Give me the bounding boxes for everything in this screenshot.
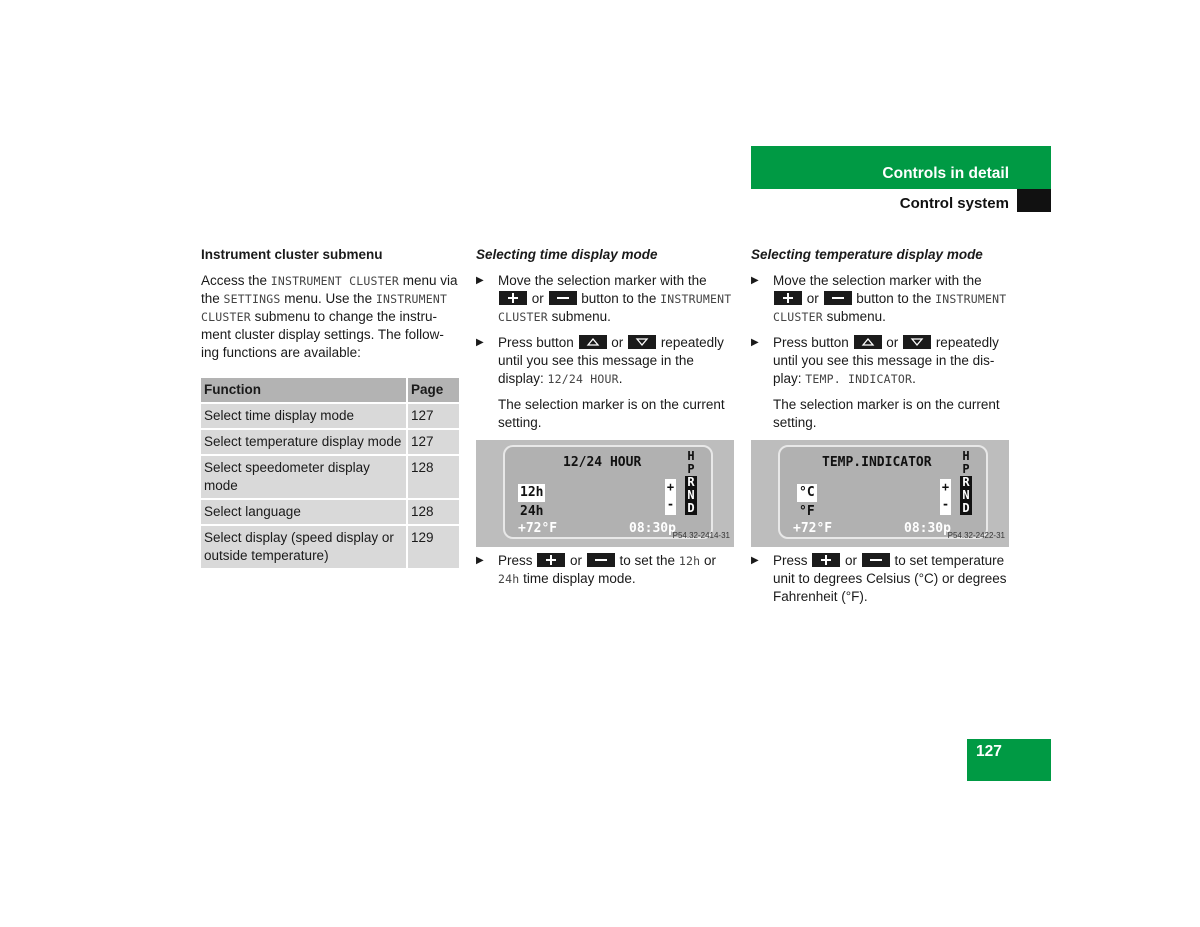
col2-step-2: ▶ Press button or repeatedly until you see this message in the display: 12/24 HOUR. xyxy=(476,335,724,386)
table-cell-page: 129 xyxy=(407,525,459,568)
column-time-display xyxy=(476,246,734,596)
bullet-arrow-icon: ▶ xyxy=(751,275,759,286)
table-cell-function: Select temperature display mode xyxy=(201,429,407,455)
plus-minus-indicator: + - xyxy=(665,479,676,515)
display-title: TEMP.INDICATOR xyxy=(822,455,932,470)
table-header-page: Page xyxy=(407,378,459,403)
gear-indicator: H P R N D xyxy=(960,450,972,515)
display-option: 24h xyxy=(520,504,544,519)
bullet-arrow-icon: ▶ xyxy=(751,555,759,566)
table-row xyxy=(201,429,459,455)
minus-button-icon xyxy=(587,553,615,567)
subsection-header xyxy=(751,189,1051,212)
plus-button-icon xyxy=(812,553,840,567)
down-button-icon xyxy=(903,335,931,349)
subsection-title: Control system xyxy=(899,195,1009,212)
display-option-selected: 12h xyxy=(520,485,544,500)
table-row xyxy=(201,403,459,429)
table-row xyxy=(201,455,459,499)
page-number-tab xyxy=(967,739,1051,781)
table-cell-page: 128 xyxy=(407,499,459,525)
minus-button-icon xyxy=(824,291,852,305)
section-title: Controls in detail xyxy=(882,165,1009,182)
section-header xyxy=(751,146,1051,189)
page-number: 127 xyxy=(976,743,1002,760)
display-outside-temp: +72°F xyxy=(518,521,558,536)
bullet-arrow-icon: ▶ xyxy=(476,337,484,348)
time-display-illustration xyxy=(476,440,734,547)
col3-step-2: ▶ Press button or repeatedly until you see this message in the dis-play: TEMP. INDICATOR. xyxy=(751,335,999,386)
col2-step-1: ▶ Move the selection marker with the or button to the INSTRUMENT CLUSTER submenu. xyxy=(476,273,732,324)
table-cell-page: 128 xyxy=(407,455,459,499)
col1-intro: Access the INSTRUMENT CLUSTER menu via the SETTINGS menu. Use the INSTRUMENT CLUSTER submenu to change the instru-ment cluster display settings. The follow-ing functions are available: xyxy=(201,273,458,360)
display-clock: 08:30p xyxy=(904,521,951,536)
figure-code: P54.32-2414-31 xyxy=(672,531,730,540)
down-button-icon xyxy=(628,335,656,349)
figure-code: P54.32-2422-31 xyxy=(947,531,1005,540)
col3-step-3: ▶ Press or to set temperature unit to degrees Celsius (°C) or degrees Fahrenheit (°F). xyxy=(751,553,1007,604)
bullet-arrow-icon: ▶ xyxy=(476,555,484,566)
col3-step-1: ▶ Move the selection marker with the or button to the INSTRUMENT CLUSTER submenu. xyxy=(751,273,1007,324)
gear-indicator: H P R N D xyxy=(685,450,697,515)
up-button-icon xyxy=(854,335,882,349)
bullet-arrow-icon: ▶ xyxy=(751,337,759,348)
up-button-icon xyxy=(579,335,607,349)
minus-button-icon xyxy=(549,291,577,305)
display-option: °F xyxy=(799,504,815,519)
minus-button-icon xyxy=(862,553,890,567)
plus-button-icon xyxy=(499,291,527,305)
table-header-function: Function xyxy=(201,378,407,403)
header-marker xyxy=(1017,189,1051,212)
table-row xyxy=(201,525,459,568)
display-clock: 08:30p xyxy=(629,521,676,536)
display-title: 12/24 HOUR xyxy=(563,455,642,470)
table-header-row xyxy=(201,378,459,403)
table-cell-page: 127 xyxy=(407,429,459,455)
col1-title: Instrument cluster submenu xyxy=(201,247,383,262)
table-cell-page: 127 xyxy=(407,403,459,429)
table-cell-function: Select speedometer display mode xyxy=(201,455,407,499)
plus-button-icon xyxy=(537,553,565,567)
temperature-display-illustration xyxy=(751,440,1009,547)
display-option-selected: °C xyxy=(799,485,815,500)
display-outside-temp: +72°F xyxy=(793,521,833,536)
column-instrument-cluster xyxy=(201,246,459,568)
plus-button-icon xyxy=(774,291,802,305)
table-cell-function: Select display (speed display or outside temperature) xyxy=(201,525,407,568)
function-table xyxy=(201,378,459,568)
plus-minus-indicator: + - xyxy=(940,479,951,515)
col2-title: Selecting time display mode xyxy=(476,247,658,262)
table-cell-function: Select language xyxy=(201,499,407,525)
col2-step-3: ▶ Press or to set the 12h or 24h time display mode. xyxy=(476,553,716,586)
column-temperature-display xyxy=(751,246,1009,614)
table-cell-function: Select time display mode xyxy=(201,403,407,429)
bullet-arrow-icon: ▶ xyxy=(476,275,484,286)
col3-note: The selection marker is on the current setting. xyxy=(773,397,1000,430)
col3-title: Selecting temperature display mode xyxy=(751,247,983,262)
col2-note: The selection marker is on the current setting. xyxy=(498,397,725,430)
table-row xyxy=(201,499,459,525)
